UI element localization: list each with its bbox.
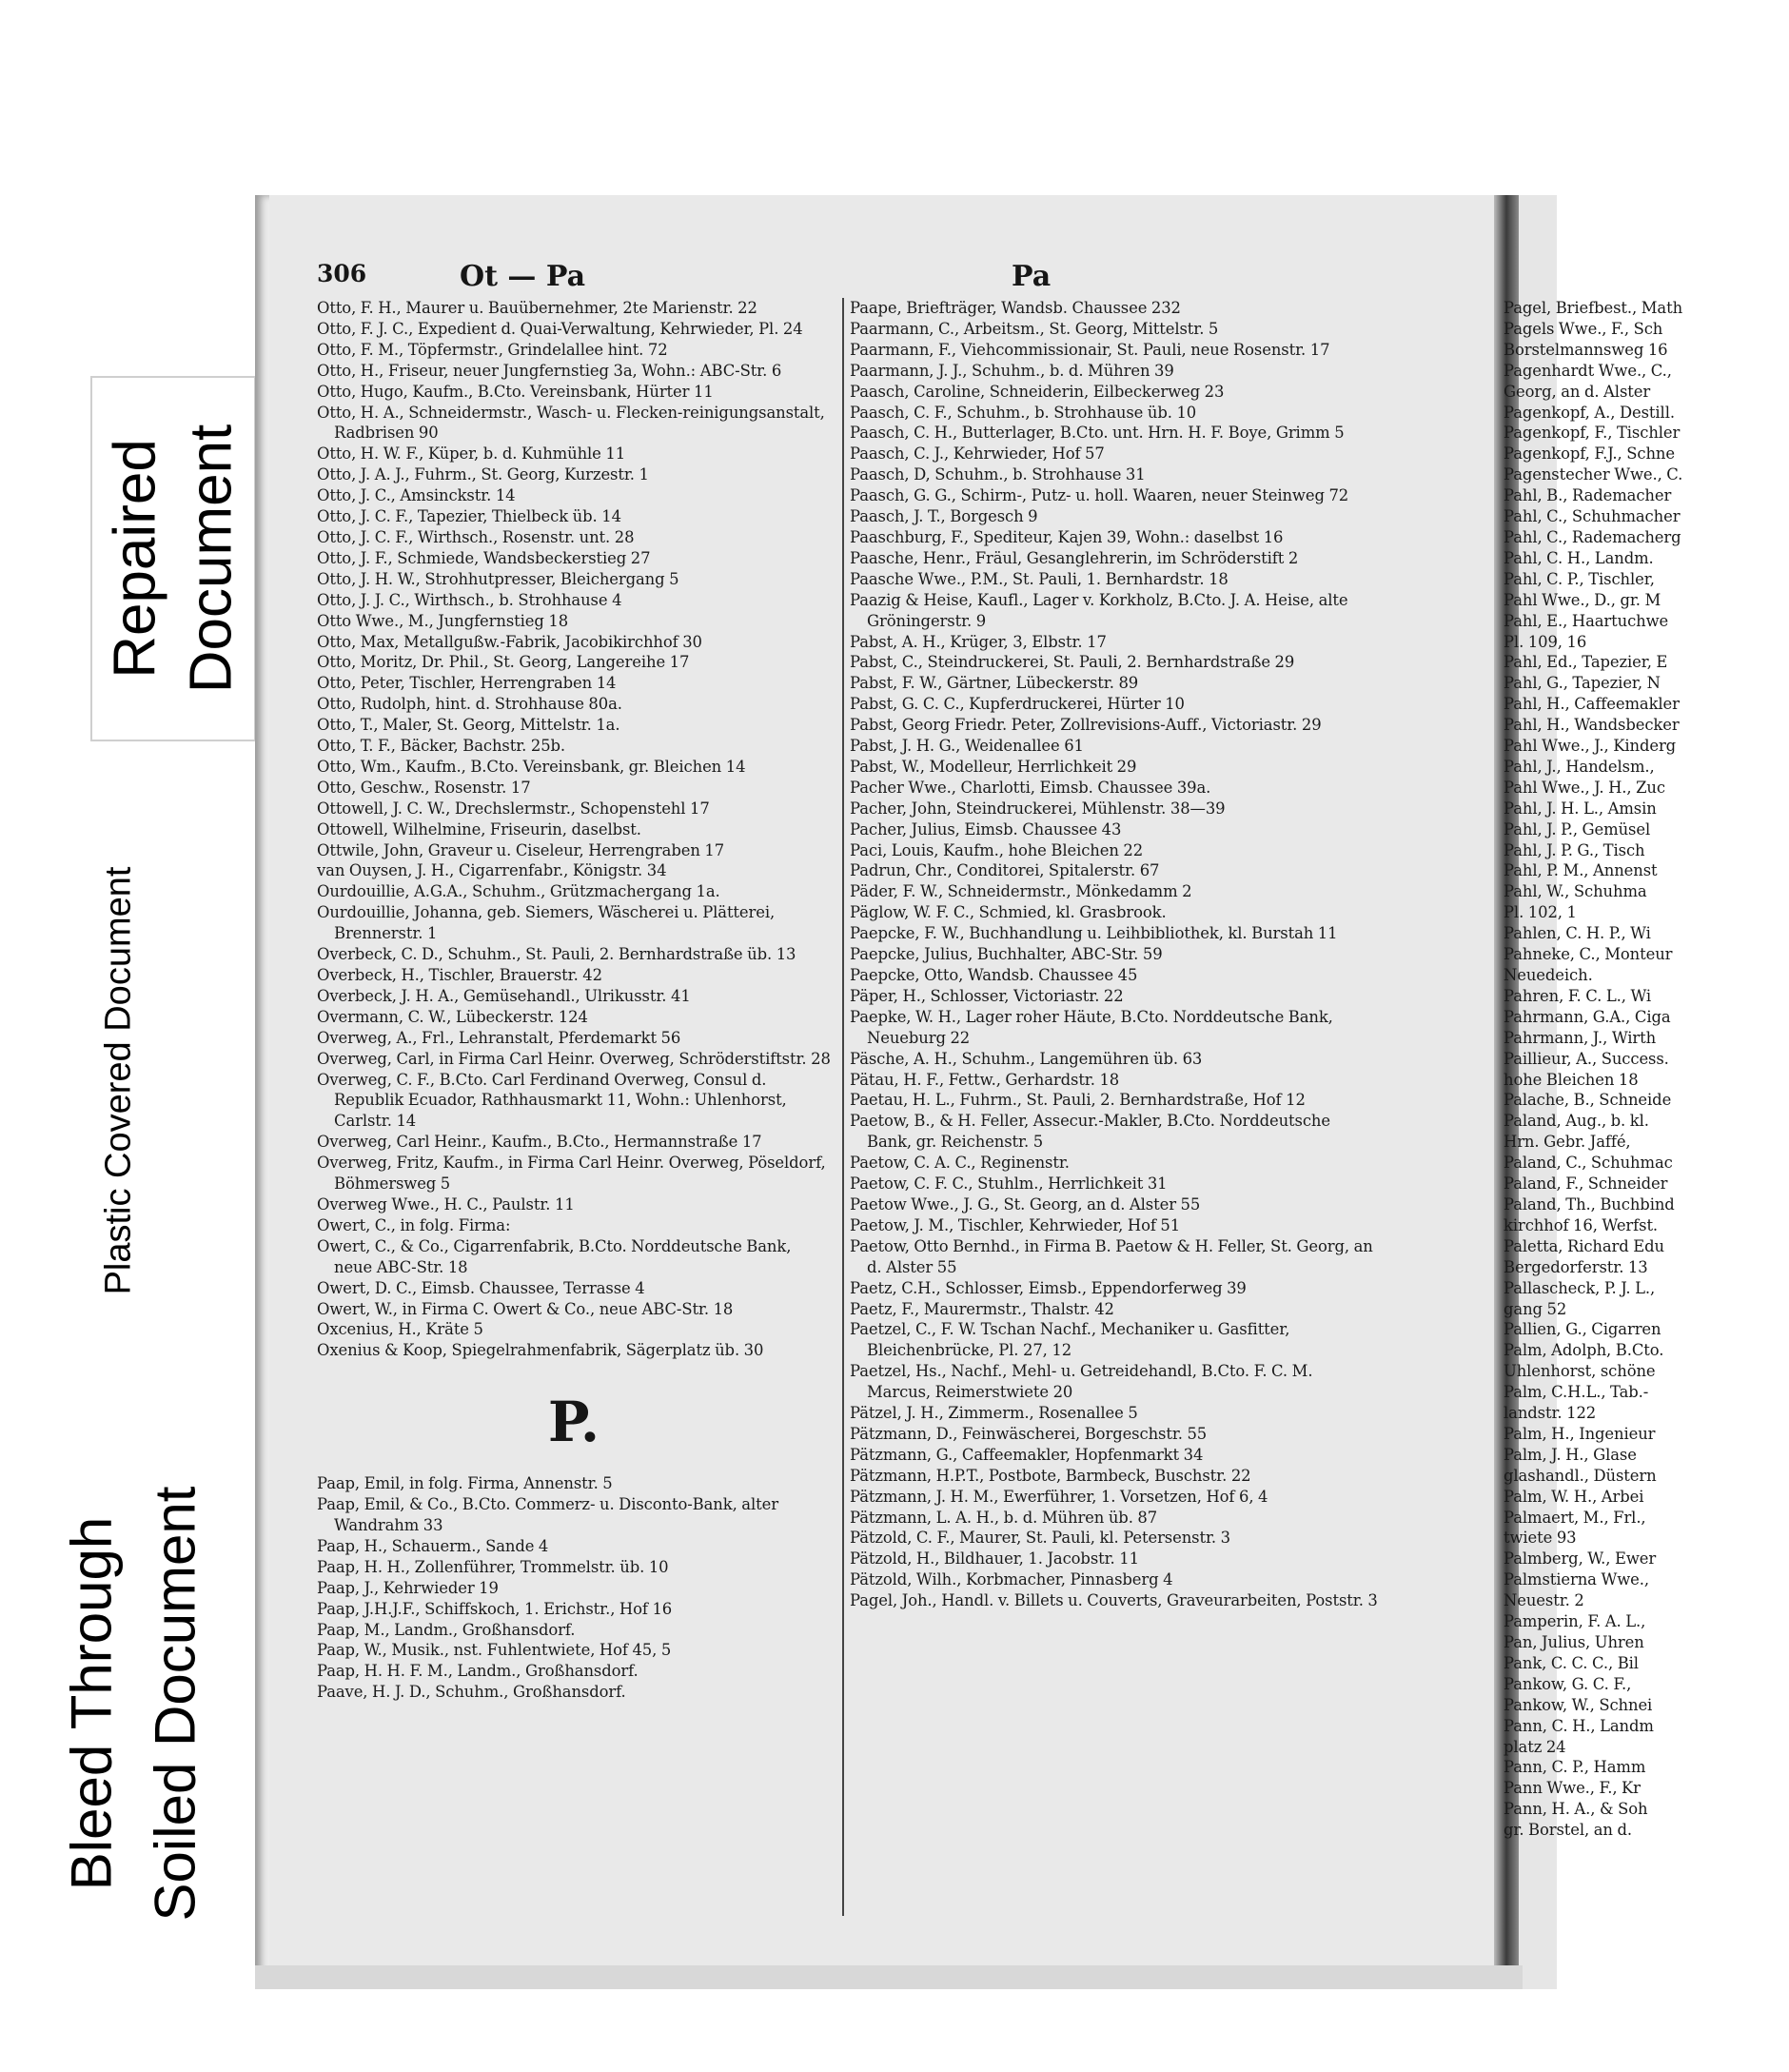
directory-entry: Otto, H. W. F., Küper, b. d. Kuhmühle 11 [317,444,626,464]
bleed-through-stamp [38,1399,228,2008]
directory-entry: Pabst, W., Modelleur, Herrlichkeit 29 [850,757,1137,776]
directory-entry: Pann, C. P., Hamm [1504,1758,1646,1777]
directory-entry: Paazig & Heise, Kaufl., Lager v. Korkholz, B.Cto. J. A. Heise, alte Gröningerstr. 9 [850,590,1348,630]
middle-entries-list [850,298,1378,1611]
directory-entry: Paetau, H. L., Fuhrm., St. Pauli, 2. Bernhardstraße, Hof 12 [850,1091,1306,1110]
directory-entry: Pann Wwe., F., Kr [1504,1779,1641,1798]
bleed-through-label: Bleed Through [59,1516,124,1891]
scanned-book-page [255,195,1683,1989]
directory-entry: Oxcenius, H., Kräte 5 [317,1320,483,1339]
directory-entry: Pätzmann, H.P.T., Postbote, Barmbeck, Buschstr. 22 [850,1466,1251,1485]
directory-entry: Pacher, Julius, Eimsb. Chaussee 43 [850,819,1122,839]
directory-entry: kirchhof 16, Werfst. [1504,1215,1659,1234]
directory-entry: Paap, H., Schauerm., Sande 4 [317,1536,549,1555]
page-number: 306 [317,260,367,287]
directory-entry: Paetow, B., & H. Feller, Assecur.-Makler, B.Cto. Norddeutsche Bank, gr. Reichenstr. 5 [850,1112,1330,1152]
directory-entry: Pahl, J. P., Gemüsel [1504,819,1651,839]
directory-entry: gang 52 [1504,1299,1567,1318]
directory-entry: Pahl, G., Tapezier, N [1504,674,1661,693]
directory-entry: Overweg Wwe., H. C., Paulstr. 11 [317,1194,575,1214]
directory-entry: Overweg, Carl, in Firma Carl Heinr. Overweg, Schröderstiftstr. 28 [317,1049,831,1068]
directory-entry: Pl. 102, 1 [1504,903,1577,922]
directory-entry: Pahl, C. P., Tischler, [1504,569,1655,588]
directory-entry: Paasch, J. T., Borgesch 9 [850,507,1038,526]
directory-entry: Pan, Julius, Uhren [1504,1633,1644,1651]
directory-entry: Paetz, C.H., Schlosser, Eimsb., Eppendorferweg 39 [850,1278,1247,1297]
directory-entry: Pätau, H. F., Fettw., Gerhardstr. 18 [850,1070,1120,1089]
directory-entry: Palm, Adolph, B.Cto. [1504,1341,1664,1360]
directory-entry: Päper, H., Schlosser, Victoriastr. 22 [850,986,1124,1005]
directory-entry: Pagenstecher Wwe., C. [1504,465,1683,484]
directory-entry: Pahl, B., Rademacher [1504,486,1672,505]
directory-entry: Overweg, Carl Heinr., Kaufm., B.Cto., Hermannstraße 17 [317,1133,762,1152]
directory-entry: Paetow, C. A. C., Reginenstr. [850,1154,1070,1173]
directory-entry: platz 24 [1504,1737,1566,1756]
directory-entry: Otto, H. A., Schneidermstr., Wasch- u. Flecken-reinigungsanstalt, Radbrisen 90 [317,403,825,443]
directory-entry: twiete 93 [1504,1529,1577,1548]
directory-entry: Padrun, Chr., Conditorei, Spitalerstr. 67 [850,861,1160,880]
directory-entry: glashandl., Düstern [1504,1466,1657,1485]
directory-entry: Palm, C.H.L., Tab.- [1504,1383,1649,1402]
directory-entry: Otto, Peter, Tischler, Herrengraben 14 [317,674,617,693]
directory-entry: Pabst, F. W., Gärtner, Lübeckerstr. 89 [850,674,1139,693]
directory-entry: Otto, T., Maler, St. Georg, Mittelstr. 1a. [317,716,620,735]
directory-entry: Ottwile, John, Graveur u. Ciseleur, Herrengraben 17 [317,840,725,859]
directory-entry: Pätzel, J. H., Zimmerm., Rosenallee 5 [850,1404,1138,1423]
directory-entry: Paetzel, Hs., Nachf., Mehl- u. Getreidehandl, B.Cto. F. C. M. Marcus, Reimerstwiete 20 [850,1362,1313,1402]
directory-entry: Pallien, G., Cigarren [1504,1320,1661,1339]
directory-entry: Päsche, A. H., Schuhm., Langemühren üb. 63 [850,1049,1203,1068]
directory-entry: Overweg, C. F., B.Cto. Carl Ferdinand Overweg, Consul d. Republik Ecuador, Rathhausmarkt 11, Wohn.: Uhlenhorst, Carlstr. 14 [317,1070,787,1131]
directory-entry: Paaschburg, F., Spediteur, Kajen 39, Wohn.: daselbst 16 [850,527,1284,546]
directory-entry: Pl. 109, 16 [1504,632,1587,651]
directory-entry: Otto, J. C., Amsinckstr. 14 [317,486,516,505]
facing-entries-list [1504,298,1789,1841]
directory-entry: van Ouysen, J. H., Cigarrenfabr., Königstr. 34 [317,861,667,880]
directory-entry: Otto, F. H., Maurer u. Bauübernehmer, 2te Marienstr. 22 [317,299,757,317]
repaired-label: Repaired [102,439,168,679]
directory-entry: Owert, W., in Firma C. Owert & Co., neue ABC-Str. 18 [317,1299,734,1318]
directory-entry: Pahl, H., Caffeemakler [1504,695,1680,714]
directory-entry: Paepke, W. H., Lager roher Häute, B.Cto. Norddeutsche Bank, Neueburg 22 [850,1007,1333,1047]
directory-page [269,195,1502,1989]
directory-entry: Otto, Rudolph, hint. d. Strohhause 80a. [317,695,622,714]
directory-entry: Hrn. Gebr. Jaffé, [1504,1133,1631,1152]
soiled-document-label: Soiled Document [143,1486,207,1922]
directory-entry: Otto, J. C. F., Tapezier, Thielbeck üb. 14 [317,507,621,526]
directory-entry: Paetow, Otto Bernhd., in Firma B. Paetow & H. Feller, St. Georg, an d. Alster 55 [850,1236,1373,1276]
directory-entry: Pann, H. A., & Soh [1504,1800,1648,1819]
directory-entry: Georg, an d. Alster [1504,382,1651,401]
directory-entry: Pallascheck, P. J. L., [1504,1278,1656,1297]
directory-entry: Oxenius & Koop, Spiegelrahmenfabrik, Sägerplatz üb. 30 [317,1341,764,1360]
directory-entry: Paasch, D, Schuhm., b. Strohhause 31 [850,465,1146,484]
directory-entry: Overweg, A., Frl., Lehranstalt, Pferdemarkt 56 [317,1028,681,1047]
directory-entry: Paasch, C. J., Kehrwieder, Hof 57 [850,444,1105,464]
directory-entry: Pagenkopf, F.J., Schne [1504,444,1675,464]
directory-entry: Pagel, Joh., Handl. v. Billets u. Couverts, Graveurarbeiten, Poststr. 3 [850,1591,1378,1610]
directory-entry: Otto, J. J. C., Wirthsch., b. Strohhause 4 [317,590,622,609]
directory-entry: Owert, C., & Co., Cigarrenfabrik, B.Cto. Norddeutsche Bank, neue ABC-Str. 18 [317,1236,792,1276]
directory-entry: Palmberg, W., Ewer [1504,1549,1657,1569]
repaired-document-stamp [90,376,256,741]
directory-entry: Pätzmann, G., Caffeemakler, Hopfenmarkt 34 [850,1445,1204,1464]
directory-entry: Pagel, Briefbest., Math [1504,299,1683,317]
directory-entry: Pank, C. C. C., Bil [1504,1653,1639,1672]
directory-entry: Pahl Wwe., D., gr. M [1504,590,1661,609]
directory-entry: Pätzold, H., Bildhauer, 1. Jacobstr. 11 [850,1549,1139,1569]
directory-entry: Pahl, P. M., Annenst [1504,861,1658,880]
directory-entry: Päglow, W. F. C., Schmied, kl. Grasbrook. [850,903,1167,922]
directory-entry: Otto, J. A. J., Fuhrm., St. Georg, Kurzestr. 1 [317,465,649,484]
directory-entry: Paepcke, F. W., Buchhandlung u. Leihbibliothek, kl. Burstah 11 [850,924,1338,943]
directory-entry: Otto, J. C. F., Wirthsch., Rosenstr. unt. 28 [317,527,635,546]
directory-entry: Palmaert, M., Frl., [1504,1508,1646,1527]
directory-entry: Overweg, Fritz, Kaufm., in Firma Carl Heinr. Overweg, Pöseldorf, Böhmersweg 5 [317,1154,826,1194]
left-column [317,298,831,1703]
directory-entry: Pacher, John, Steindruckerei, Mühlenstr. 38—39 [850,799,1226,818]
directory-entry: Pabst, Georg Friedr. Peter, Zollrevisions-Auff., Victoriastr. 29 [850,716,1322,735]
directory-entry: Paetzel, C., F. W. Tschan Nachf., Mechaniker u. Gasfitter, Bleichenbrücke, Pl. 27, 12 [850,1320,1290,1360]
directory-entry: Otto, Hugo, Kaufm., B.Cto. Vereinsbank, Hürter 11 [317,382,714,401]
directory-entry: Paland, Th., Buchbind [1504,1194,1675,1214]
section-letter: P. [547,1390,600,1455]
directory-entry: Pahl, H., Wandsbecker [1504,716,1680,735]
directory-entry: Overmann, C. W., Lübeckerstr. 124 [317,1007,588,1026]
directory-entry: Pabst, A. H., Krüger, 3, Elbstr. 17 [850,632,1107,651]
directory-entry: Ottowell, Wilhelmine, Friseurin, daselbst. [317,819,641,839]
directory-entry: Paap, H. H., Zollenführer, Trommelstr. üb. 10 [317,1557,669,1576]
directory-entry: Pacher Wwe., Charlotti, Eimsb. Chaussee 39a. [850,778,1211,797]
directory-entry: hohe Bleichen 18 [1504,1070,1639,1089]
directory-entry: Otto Wwe., M., Jungfernstieg 18 [317,611,569,630]
directory-entry: Pann, C. H., Landm [1504,1716,1654,1735]
directory-entry: Pahl, C., Schuhmacher [1504,507,1681,526]
directory-entry: Ourdouillie, A.G.A., Schuhm., Grützmachergang 1a. [317,882,720,901]
directory-entry: Pankow, G. C. F., [1504,1674,1632,1693]
directory-entry: Paasch, Caroline, Schneiderin, Eilbeckerweg 23 [850,382,1225,401]
directory-entry: Paap, H. H. F. M., Landm., Großhansdorf. [317,1662,639,1681]
middle-column [842,298,1378,1916]
directory-entry: Paetz, F., Maurermstr., Thalstr. 42 [850,1299,1114,1318]
directory-entry: Palmstierna Wwe., [1504,1570,1649,1589]
directory-entry: Uhlenhorst, schöne [1504,1362,1656,1381]
directory-entry: Paepcke, Otto, Wandsb. Chaussee 45 [850,966,1138,984]
directory-entry: Otto, J. H. W., Strohhutpresser, Bleichergang 5 [317,569,679,588]
directory-entry: Pahl Wwe., J. H., Zuc [1504,778,1665,797]
directory-entry: Pamperin, F. A. L., [1504,1612,1646,1631]
directory-entry: Pätzmann, D., Feinwäscherei, Borgeschstr. 55 [850,1424,1208,1443]
directory-entry: Pahl, Ed., Tapezier, E [1504,653,1668,672]
directory-entry: Overbeck, H., Tischler, Brauerstr. 42 [317,966,602,984]
directory-entry: Pätzmann, L. A. H., b. d. Mühren üb. 87 [850,1508,1158,1527]
left-entries-list [317,298,831,1361]
directory-entry: Overbeck, C. D., Schuhm., St. Pauli, 2. Bernhardstraße üb. 13 [317,945,796,964]
directory-entry: Paasche Wwe., P.M., St. Pauli, 1. Bernhardstr. 18 [850,569,1229,588]
directory-entry: Paasche, Henr., Fräul, Gesanglehrerin, im Schröderstift 2 [850,548,1299,567]
directory-entry: Pagenhardt Wwe., C., [1504,361,1672,380]
directory-entry: Pabst, J. H. G., Weidenallee 61 [850,737,1084,756]
directory-entry: Neuedeich. [1504,966,1593,984]
directory-entry: Pabst, G. C. C., Kupferdruckerei, Hürter 10 [850,695,1185,714]
directory-entry: Pätzold, C. F., Maurer, St. Pauli, kl. Petersenstr. 3 [850,1529,1230,1548]
plastic-covered-stamp [90,790,147,1371]
directory-entry: Otto, F. J. C., Expedient d. Quai-Verwaltung, Kehrwieder, Pl. 24 [317,319,803,338]
directory-entry: Paarmann, C., Arbeitsm., St. Georg, Mittelstr. 5 [850,319,1219,338]
document-label: Document [178,424,245,694]
directory-entry: Otto, J. F., Schmiede, Wandsbeckerstieg 27 [317,548,651,567]
directory-entry: Pahl, C., Rademacherg [1504,527,1681,546]
directory-entry: Borstelmannsweg 16 [1504,340,1668,359]
directory-entry: Otto, Moritz, Dr. Phil., St. Georg, Langereihe 17 [317,653,690,672]
directory-entry: Paland, C., Schuhmac [1504,1154,1673,1173]
directory-entry: Pahl, J., Handelsm., [1504,757,1655,776]
directory-entry: Pankow, W., Schnei [1504,1695,1653,1714]
directory-entry: Paarmann, J. J., Schuhm., b. d. Mühren 39 [850,361,1174,380]
directory-entry: Paasch, C. F., Schuhm., b. Strohhause üb. 10 [850,403,1197,422]
directory-entry: Otto, T. F., Bäcker, Bachstr. 25b. [317,737,566,756]
directory-entry: Paepcke, Julius, Buchhalter, ABC-Str. 59 [850,945,1163,964]
left-p-entries-list [317,1473,831,1703]
directory-entry: Palm, J. H., Glase [1504,1445,1637,1464]
directory-entry: Paetow Wwe., J. G., St. Georg, an d. Alster 55 [850,1194,1201,1214]
directory-entry: Paletta, Richard Edu [1504,1236,1665,1255]
directory-entry: Paave, H. J. D., Schuhm., Großhansdorf. [317,1683,626,1702]
directory-entry: Pabst, C., Steindruckerei, St. Pauli, 2. Bernhardstraße 29 [850,653,1295,672]
directory-entry: Pahl, E., Haartuchwe [1504,611,1669,630]
header-left-range: Ot — Pa [460,260,586,293]
directory-entry: Päder, F. W., Schneidermstr., Mönkedamm 2 [850,882,1192,901]
directory-entry: Paap, W., Musik., nst. Fuhlentwiete, Hof 45, 5 [317,1641,672,1660]
directory-entry: Otto, Wm., Kaufm., B.Cto. Vereinsbank, gr. Bleichen 14 [317,757,746,776]
directory-entry: Pahrmann, G.A., Ciga [1504,1007,1671,1026]
plastic-covered-label: Plastic Covered Document [98,866,139,1294]
header-right-range: Pa [1012,260,1052,293]
directory-entry: Paape, Briefträger, Wandsb. Chaussee 232 [850,299,1181,317]
directory-entry: Otto, H., Friseur, neuer Jungfernstieg 3a, Wohn.: ABC-Str. 6 [317,361,782,380]
directory-entry: Owert, C., in folg. Firma: [317,1215,511,1234]
directory-entry: Paillieur, A., Success. [1504,1049,1669,1068]
directory-entry: Paci, Louis, Kaufm., hohe Bleichen 22 [850,840,1144,859]
directory-entry: Pahlen, C. H. P., Wi [1504,924,1651,943]
directory-entry: Otto, Max, Metallgußw.-Fabrik, Jacobikirchhof 30 [317,632,702,651]
directory-entry: Paap, J.H.J.F., Schiffskoch, 1. Erichstr., Hof 16 [317,1599,673,1618]
directory-entry: Paasch, G. G., Schirm-, Putz- u. holl. Waaren, neuer Steinweg 72 [850,486,1349,505]
directory-entry: Pahl, W., Schuhma [1504,882,1647,901]
directory-entry: Pahrmann, J., Wirth [1504,1028,1657,1047]
directory-entry: Paetow, J. M., Tischler, Kehrwieder, Hof 51 [850,1215,1181,1234]
directory-entry: Pahl, J. P. G., Tisch [1504,840,1645,859]
directory-entry: Neuestr. 2 [1504,1591,1584,1610]
directory-entry: Ottowell, J. C. W., Drechslermstr., Schopenstehl 17 [317,799,710,818]
directory-entry: Overbeck, J. H. A., Gemüsehandl., Ulrikusstr. 41 [317,986,691,1005]
directory-entry: Paap, J., Kehrwieder 19 [317,1578,499,1597]
directory-entry: Paasch, C. H., Butterlager, B.Cto. unt. Hrn. H. F. Boye, Grimm 5 [850,424,1345,443]
directory-entry: Bergedorferstr. 13 [1504,1257,1648,1276]
directory-entry: Palache, B., Schneide [1504,1091,1672,1110]
directory-entry: Paland, Aug., b. kl. [1504,1112,1649,1131]
directory-entry: Pahl Wwe., J., Kinderg [1504,737,1677,756]
directory-entry: Paarmann, F., Viehcommissionair, St. Pauli, neue Rosenstr. 17 [850,340,1330,359]
directory-entry: Pätzold, Wilh., Korbmacher, Pinnasberg 4 [850,1570,1173,1589]
directory-entry: Paap, M., Landm., Großhansdorf. [317,1620,576,1639]
directory-entry: Pagels Wwe., F., Sch [1504,319,1663,338]
directory-entry: Otto, F. M., Töpfermstr., Grindelallee hint. 72 [317,340,668,359]
directory-entry: gr. Borstel, an d. [1504,1821,1632,1840]
directory-entry: Pahl, C. H., Landm. [1504,548,1654,567]
directory-entry: Paetow, C. F. C., Stuhlm., Herrlichkeit 31 [850,1174,1168,1194]
directory-entry: Paap, Emil, & Co., B.Cto. Commerz- u. Disconto-Bank, alter Wandrahm 33 [317,1495,778,1535]
directory-entry: Otto, Geschw., Rosenstr. 17 [317,778,531,797]
directory-entry: landstr. 122 [1504,1404,1597,1423]
facing-page-column [1504,298,1789,1841]
directory-entry: Pahl, J. H. L., Amsin [1504,799,1657,818]
directory-entry: Paland, F., Schneider [1504,1174,1668,1194]
directory-entry: Pätzmann, J. H. M., Ewerführer, 1. Vorsetzen, Hof 6, 4 [850,1487,1268,1506]
directory-entry: Pahren, F. C. L., Wi [1504,986,1652,1005]
directory-entry: Pahneke, C., Monteur [1504,945,1673,964]
directory-entry: Owert, D. C., Eimsb. Chaussee, Terrasse 4 [317,1278,645,1297]
directory-entry: Palm, W. H., Arbei [1504,1487,1644,1506]
page-bottom-edge [255,1965,1523,1989]
directory-entry: Pagenkopf, A., Destill. [1504,403,1675,422]
directory-entry: Palm, H., Ingenieur [1504,1424,1656,1443]
directory-entry: Pagenkopf, F., Tischler [1504,424,1681,443]
directory-entry: Ourdouillie, Johanna, geb. Siemers, Wäscherei u. Plätterei, Brennerstr. 1 [317,903,776,943]
directory-entry: Paap, Emil, in folg. Firma, Annenstr. 5 [317,1474,613,1493]
